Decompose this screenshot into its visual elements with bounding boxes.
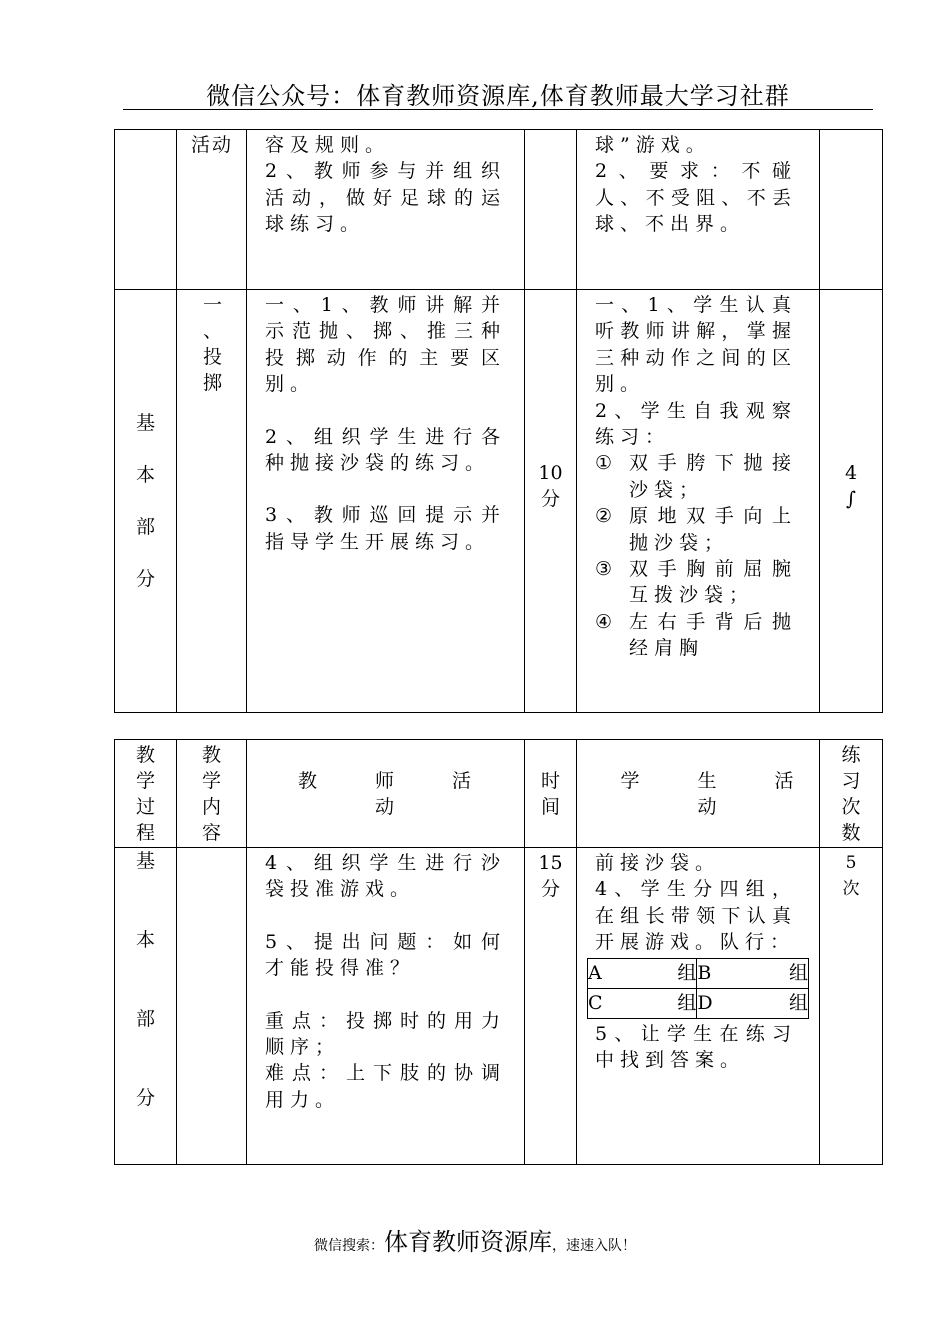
header-char: 容 (201, 822, 221, 844)
teacher-text: 3、教师巡回提示并指导学生开展练习。 (265, 504, 506, 553)
header-char: 数 (841, 822, 861, 844)
header-char: 内 (201, 796, 221, 818)
table-row (115, 130, 883, 290)
student-activity-cell (577, 130, 820, 290)
stage-char: 分 (135, 1087, 155, 1109)
header-count (820, 740, 883, 848)
student-text: 2、要求：不碰人、不受阻、不丢球、不出界。 (595, 160, 797, 236)
teacher-text: 2、组织学生进行各种抛接沙袋的练习。 (265, 425, 506, 475)
stage-char: 基 (135, 412, 155, 434)
content-char: 、 (202, 320, 222, 342)
count-unit: ∫ (846, 488, 856, 510)
list-item (595, 450, 797, 503)
item-text: 双手胯下抛接沙袋； (629, 452, 797, 501)
time-value: 10 (538, 462, 563, 484)
lesson-table-2 (114, 739, 883, 1165)
student-activity-cell (577, 290, 820, 713)
stage-char: 分 (135, 568, 155, 590)
time-unit: 分 (540, 878, 560, 900)
teacher-text: 5、提出问题：如何才能投得准？ (265, 930, 506, 980)
teacher-text: 重点：投掷时的用力顺序； (265, 1009, 506, 1059)
student-text: 球”游戏。 (595, 134, 711, 156)
teacher-activity-cell (247, 848, 525, 1165)
student-text: 4、学生分四组，在组长带领下认真开展游戏。队行： (595, 878, 797, 954)
count-unit: 次 (842, 879, 860, 899)
item-mark: ② (595, 505, 613, 528)
teacher-text: 4、组织学生进行沙袋投准游戏。 (265, 852, 506, 901)
page-header: 微信公众号：体育教师资源库,体育教师最大学习社群 (206, 82, 790, 110)
content-char: 投 (202, 346, 222, 368)
content-char: 掷 (202, 372, 222, 394)
teacher-text: 2、教师参与并组织活动，做好足球的运球练习。 (265, 160, 506, 236)
content-cell (177, 130, 247, 290)
content-char: 一 (202, 294, 222, 316)
item-mark: ③ (595, 558, 613, 581)
teacher-activity-cell (247, 130, 525, 290)
list-item (595, 556, 797, 609)
item-text: 左右手背后抛经肩胸 (629, 610, 797, 660)
footer-prefix: 微信搜索： (314, 1238, 384, 1254)
stage-char: 本 (135, 464, 155, 486)
teacher-text: 难点：上下肢的协调用力。 (265, 1062, 506, 1111)
time-cell (525, 130, 577, 290)
content-cell (177, 848, 247, 1165)
group-cell: D组 (697, 988, 809, 1018)
stage-cell (115, 130, 177, 290)
count-value: 4 (844, 462, 858, 484)
stage-char: 基 (135, 850, 155, 872)
footer-name: 体育教师资源库 (384, 1228, 552, 1256)
item-text: 原地双手向上抛沙袋； (629, 505, 797, 554)
content-text: 活动 (191, 134, 234, 156)
lesson-table-1 (114, 129, 883, 713)
item-mark: ④ (595, 610, 613, 633)
table-header-row (115, 740, 883, 848)
header-char: 习 (841, 770, 861, 792)
stage-char: 本 (135, 929, 155, 951)
time-unit: 分 (540, 488, 560, 510)
student-activity-cell (577, 848, 820, 1165)
group-row (588, 958, 809, 988)
header-text: 学 生 活 动 (620, 770, 796, 818)
header-char: 学 (201, 770, 221, 792)
header-char: 学 (135, 770, 155, 792)
group-row (588, 988, 809, 1018)
item-text: 双手胸前屈腕互拨沙袋； (629, 558, 797, 607)
stage-char: 部 (135, 516, 155, 538)
stage-cell (115, 848, 177, 1165)
header-char: 间 (540, 796, 560, 818)
header-char: 教 (135, 744, 155, 766)
header-student-activity (577, 740, 820, 848)
header-char: 练 (841, 744, 861, 766)
content-cell (177, 290, 247, 713)
header-char: 次 (841, 796, 861, 818)
table-row (115, 290, 883, 713)
teacher-activity-cell (247, 290, 525, 713)
student-text: 一、1、学生认真听教师讲解，掌握三种动作之间的区别。 (595, 294, 797, 396)
header-char: 程 (135, 822, 155, 844)
group-cell: B组 (697, 958, 809, 988)
header-teacher-activity (247, 740, 525, 848)
table-row (115, 848, 883, 1165)
student-text: 2、学生自我观察练习： (595, 399, 797, 449)
header-rule (123, 109, 873, 110)
item-mark: ① (595, 452, 613, 475)
group-grid (587, 958, 809, 1019)
list-item (595, 609, 797, 662)
time-cell (525, 290, 577, 713)
teacher-text: 容及规则。 (265, 134, 391, 156)
group-cell: C组 (588, 988, 697, 1018)
teacher-text: 一、1、教师讲解并示范抛、掷、推三种投掷动作的主要区别。 (265, 294, 506, 396)
count-value: 5 (845, 853, 857, 873)
time-value: 15 (538, 852, 563, 874)
count-cell (820, 130, 883, 290)
count-cell (820, 848, 883, 1165)
header-time (525, 740, 577, 848)
group-cell: A组 (588, 958, 697, 988)
page-footer (0, 1222, 950, 1257)
time-cell (525, 848, 577, 1165)
header-char: 教 (201, 744, 221, 766)
header-content (177, 740, 247, 848)
student-text: 前接沙袋。 (595, 852, 721, 874)
header-text: 教 师 活 动 (297, 770, 474, 818)
footer-suffix: ，速速入队！ (552, 1238, 636, 1254)
stage-cell (115, 290, 177, 713)
header-char: 过 (135, 796, 155, 818)
list-item (595, 503, 797, 556)
stage-char: 部 (135, 1008, 155, 1030)
student-text: 5、让学生在练习中找到答案。 (595, 1022, 797, 1072)
count-cell (820, 290, 883, 713)
header-char: 时 (540, 770, 560, 792)
